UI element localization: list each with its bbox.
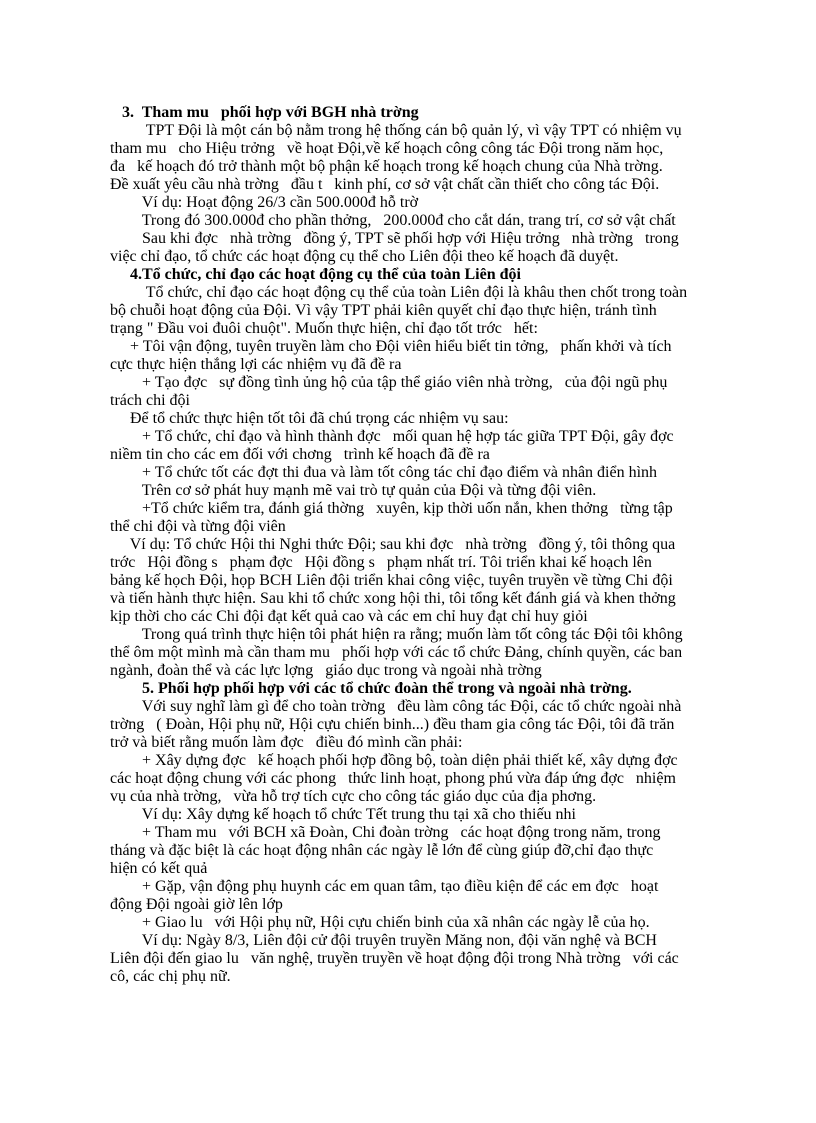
text-line: cực thực hiện thắng lợi các nhiệm vụ đã đề ra <box>110 356 402 373</box>
text-line: trở và biết rằng muốn làm đợc điều đó mình cần phải: <box>110 734 463 751</box>
text-line: trách chi đội <box>110 392 190 409</box>
text-line: Sau khi đợc nhà trờng đồng ý, TPT sẽ phối hợp với Hiệu trởng nhà trờng trong <box>110 230 679 247</box>
text-line: Trong quá trình thực hiện tôi phát hiện ra rằng; muốn làm tốt công tác Đội tôi không <box>110 626 683 643</box>
text-line: Đề xuất yêu cầu nhà trờng đầu t kinh phí, cơ sở vật chất cần thiết cho công tác Đội. <box>110 176 660 193</box>
text-line: trạng " Đầu voi đuôi chuột". Muốn thực hiện, chỉ đạo tốt trớc hết: <box>110 320 538 337</box>
text-line: TPT Đội là một cán bộ nằm trong hệ thống cán bộ quản lý, vì vậy TPT có nhiệm vụ <box>110 122 682 139</box>
text-line: bảng kế họch Đội, họp BCH Liên đội triển khai công việc, tuyên truyền về từng Chi đội <box>110 572 673 589</box>
text-line: Ví dụ: Xây dựng kế hoạch tổ chức Tết trung thu tại xã cho thiếu nhi <box>110 806 576 823</box>
text-line: + Gặp, vận động phụ huynh các em quan tâm, tạo điều kiện để các em đợc hoạt <box>110 878 659 895</box>
text-line: trờng ( Đoàn, Hội phụ nữ, Hội cựu chiến binh...) đều tham gia công tác Đội, tôi đã trăn <box>110 716 675 733</box>
text-line: việc chỉ đạo, tổ chức các hoạt động cụ thể cho Liên đội theo kế hoạch đã duyệt. <box>110 248 619 265</box>
document-body <box>110 104 782 986</box>
text-line: ngành, đoàn thể và các lực lợng giáo dục trong và ngoài nhà trờng <box>110 662 542 679</box>
section-heading: 3. Tham mu phối hợp với BGH nhà trờng <box>110 104 419 121</box>
text-line: vụ của nhà trờng, vừa hỗ trợ tích cực cho công tác giáo dục của địa phơng. <box>110 788 597 805</box>
text-line: hiện có kết quả <box>110 860 208 877</box>
text-line: đa kế hoạch đó trở thành một bộ phận kế hoạch trong kế hoạch chung của Nhà trờng. <box>110 158 663 175</box>
text-line: thể chi đội và từng đội viên <box>110 518 286 535</box>
text-line: + Tôi vận động, tuyên truyền làm cho Đội viên hiểu biết tin tởng, phấn khởi và tích <box>110 338 672 355</box>
text-line: Trong đó 300.000đ cho phần thởng, 200.000đ cho cắt dán, trang trí, cơ sở vật chất <box>110 212 676 229</box>
text-line: + Xây dựng đợc kế hoạch phối hợp đồng bộ, toàn diện phải thiết kế, xây dựng đợc <box>110 752 678 769</box>
text-line: Ví dụ: Ngày 8/3, Liên đội cử đội truyên truyền Măng non, đội văn nghệ và BCH <box>110 932 657 949</box>
text-line: kịp thời cho các Chi đội đạt kết quả cao và các em chỉ huy đạt chỉ huy giỏi <box>110 608 588 625</box>
text-line: niềm tin cho các em đối với chơng trình kế hoạch đã đề ra <box>110 446 490 463</box>
text-line: Liên đội đến giao lu văn nghệ, truyền truyền về hoạt động đội trong Nhà trờng với các <box>110 950 679 967</box>
text-line: tháng và đặc biệt là các hoạt động nhân các ngày lễ lớn để cùng giúp đỡ,chỉ đạo thực <box>110 842 654 859</box>
text-line: + Giao lu với Hội phụ nữ, Hội cựu chiến binh của xã nhân các ngày lễ của họ. <box>110 914 650 931</box>
text-line: + Tạo đợc sự đồng tình ủng hộ của tập thể giáo viên nhà trờng, của đội ngũ phụ <box>110 374 668 391</box>
text-line: Ví dụ: Hoạt động 26/3 cần 500.000đ hỗ trờ <box>110 194 419 211</box>
text-line: + Tổ chức tốt các đợt thi đua và làm tốt công tác chỉ đạo điểm và nhân điển hình <box>110 464 658 481</box>
text-line: các hoạt động chung với các phong thức linh hoạt, phong phú vừa đáp ứng đợc nhiệm <box>110 770 676 787</box>
text-line: Ví dụ: Tổ chức Hội thi Nghi thức Đội; sau khi đợc nhà trờng đồng ý, tôi thông qua <box>110 536 676 553</box>
text-line: +Tổ chức kiểm tra, đánh giá thờng xuyên, kịp thời uốn nắn, khen thởng từng tập <box>110 500 673 517</box>
text-line: + Tổ chức, chỉ đạo và hình thành đợc mối quan hệ hợp tác giữa TPT Đội, gây đợc <box>110 428 674 445</box>
text-line: động Đội ngoài giờ lên lớp <box>110 896 283 913</box>
text-line: thể ôm một mình mà cần tham mu phối hợp với các tổ chức Đảng, chính quyền, các ban <box>110 644 683 661</box>
text-line: và tiến hành thực hiện. Sau khi tổ chức xong hội thi, tôi tổng kết đánh giá và khen thởng <box>110 590 676 607</box>
text-line: Tổ chức, chỉ đạo các hoạt động cụ thể của toàn Liên đội là khâu then chốt trong toàn <box>110 284 688 301</box>
text-line: trớc Hội đồng s phạm đợc Hội đồng s phạm nhất trí. Tôi triển khai kế hoạch lên <box>110 554 652 571</box>
text-line: Để tổ chức thực hiện tốt tôi đã chú trọng các nhiệm vụ sau: <box>110 410 509 427</box>
text-line: Trên cơ sở phát huy mạnh mẽ vai trò tự quản của Đội và từng đội viên. <box>110 482 597 499</box>
section-heading: 4.Tổ chức, chỉ đạo các hoạt động cụ thể của toàn Liên đội <box>110 266 521 283</box>
text-line: cô, các chị phụ nữ. <box>110 968 231 985</box>
text-line: bộ chuỗi hoạt động của Đội. Vì vậy TPT phải kiên quyết chỉ đạo thực hiện, tránh tình <box>110 302 657 319</box>
text-line: tham mu cho Hiệu trởng về hoạt Đội,về kế hoạch công công tác Đội trong năm học, <box>110 140 664 157</box>
section-heading: 5. Phối hợp phối hợp với các tổ chức đoàn thể trong và ngoài nhà trờng. <box>110 680 632 697</box>
text-line: + Tham mu với BCH xã Đoàn, Chi đoàn trờng các hoạt động trong năm, trong <box>110 824 661 841</box>
text-line: Với suy nghĩ làm gì để cho toàn trờng đều làm công tác Đội, các tổ chức ngoài nhà <box>110 698 682 715</box>
